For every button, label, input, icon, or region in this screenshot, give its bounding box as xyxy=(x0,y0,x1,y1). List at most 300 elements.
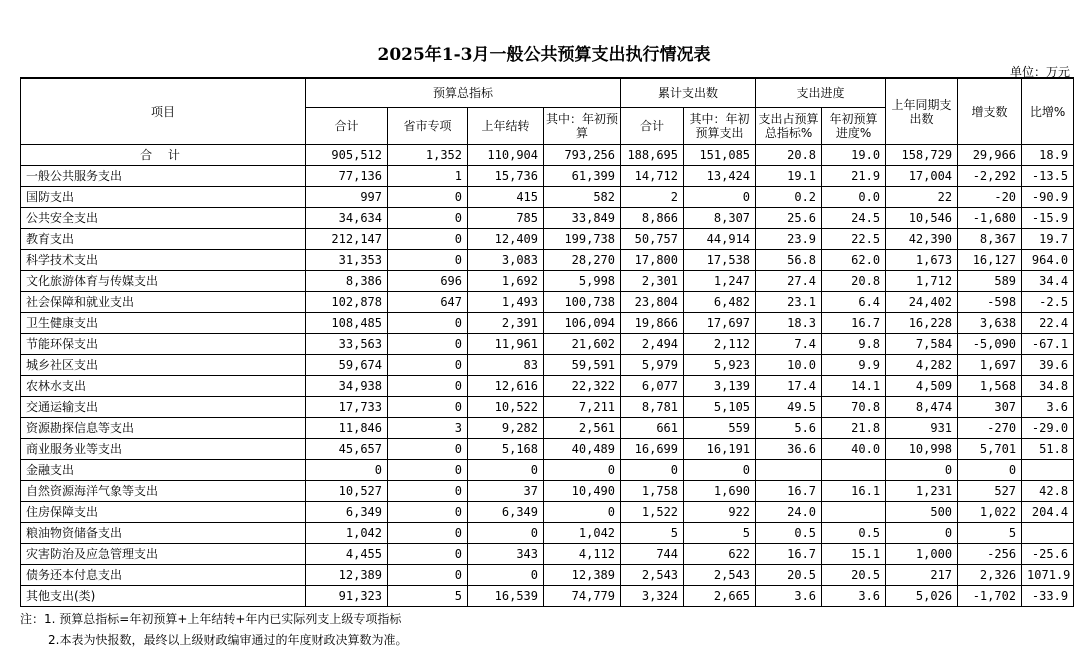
row-value: 16.7 xyxy=(756,481,822,502)
row-value: 0 xyxy=(388,502,468,523)
row-label: 农林水支出 xyxy=(21,376,306,397)
header-cumulative-total: 合计 xyxy=(621,108,684,145)
table-header xyxy=(21,78,1074,145)
row-value: 6,349 xyxy=(468,502,544,523)
row-value: 0 xyxy=(544,502,621,523)
row-value: -1,680 xyxy=(958,208,1022,229)
table-body xyxy=(21,145,1074,607)
row-value: 42,390 xyxy=(886,229,958,250)
row-value: 1,042 xyxy=(306,523,388,544)
row-value: 931 xyxy=(886,418,958,439)
row-value: 0 xyxy=(468,460,544,481)
row-label: 城乡社区支出 xyxy=(21,355,306,376)
row-value: 110,904 xyxy=(468,145,544,166)
row-value: 17,733 xyxy=(306,397,388,418)
row-value: 6.4 xyxy=(822,292,886,313)
header-increase: 增支数 xyxy=(958,78,1022,145)
table-row xyxy=(21,376,1074,397)
row-value: -67.1 xyxy=(1022,334,1074,355)
row-value: 16.1 xyxy=(822,481,886,502)
row-value: 10,527 xyxy=(306,481,388,502)
row-value: 20.8 xyxy=(756,145,822,166)
row-value: 34,634 xyxy=(306,208,388,229)
row-value: 15,736 xyxy=(468,166,544,187)
header-carryover: 上年结转 xyxy=(468,108,544,145)
row-value: 1,692 xyxy=(468,271,544,292)
row-value: 527 xyxy=(958,481,1022,502)
budget-table xyxy=(20,77,1074,607)
row-value: 16.7 xyxy=(756,544,822,565)
row-value: 29,966 xyxy=(958,145,1022,166)
row-label: 科学技术支出 xyxy=(21,250,306,271)
row-value: 0 xyxy=(388,334,468,355)
row-value: 997 xyxy=(306,187,388,208)
row-value: 647 xyxy=(388,292,468,313)
header-ratio: 比增% xyxy=(1022,78,1074,145)
row-value: 188,695 xyxy=(621,145,684,166)
table-row xyxy=(21,586,1074,607)
row-value: 5,979 xyxy=(621,355,684,376)
row-value: 1,042 xyxy=(544,523,621,544)
row-value: 3.6 xyxy=(756,586,822,607)
row-value: 1,568 xyxy=(958,376,1022,397)
row-value: 17,697 xyxy=(684,313,756,334)
header-cumulative-group: 累计支出数 xyxy=(621,78,756,108)
row-value: -256 xyxy=(958,544,1022,565)
row-value: 49.5 xyxy=(756,397,822,418)
row-value: 24,402 xyxy=(886,292,958,313)
row-value: 61,399 xyxy=(544,166,621,187)
row-value: 964.0 xyxy=(1022,250,1074,271)
row-value: 204.4 xyxy=(1022,502,1074,523)
unit-label: 单位：万元 xyxy=(1009,65,1070,79)
row-value: 106,094 xyxy=(544,313,621,334)
row-value: 21.9 xyxy=(822,166,886,187)
row-value: 19.7 xyxy=(1022,229,1074,250)
table-row xyxy=(21,292,1074,313)
row-value: 22.4 xyxy=(1022,313,1074,334)
row-value: 22 xyxy=(886,187,958,208)
table-row xyxy=(21,187,1074,208)
table-row xyxy=(21,271,1074,292)
row-label: 卫生健康支出 xyxy=(21,313,306,334)
row-value: 45,657 xyxy=(306,439,388,460)
row-label: 自然资源海洋气象等支出 xyxy=(21,481,306,502)
row-value: -2,292 xyxy=(958,166,1022,187)
row-value: 8,307 xyxy=(684,208,756,229)
row-value: 40,489 xyxy=(544,439,621,460)
row-value: 42.8 xyxy=(1022,481,1074,502)
row-value: 0.5 xyxy=(822,523,886,544)
row-value: 34.4 xyxy=(1022,271,1074,292)
row-value: 3.6 xyxy=(822,586,886,607)
row-value: 3,139 xyxy=(684,376,756,397)
row-value: 12,616 xyxy=(468,376,544,397)
row-value: 2,543 xyxy=(684,565,756,586)
row-value: -90.9 xyxy=(1022,187,1074,208)
header-pct-total: 支出占预算总指标% xyxy=(756,108,822,145)
row-value: 59,674 xyxy=(306,355,388,376)
footnotes xyxy=(20,609,407,651)
row-value: 4,455 xyxy=(306,544,388,565)
row-value: 17,800 xyxy=(621,250,684,271)
row-value: 39.6 xyxy=(1022,355,1074,376)
row-value xyxy=(1022,460,1074,481)
row-value: 0 xyxy=(388,376,468,397)
row-value: 7.4 xyxy=(756,334,822,355)
footnote-2: 2.本表为快报数，最终以上级财政编审通过的年度财政决算数为准。 xyxy=(48,633,408,647)
header-prev-year: 上年同期支出数 xyxy=(886,78,958,145)
row-value: 1,673 xyxy=(886,250,958,271)
row-value: -598 xyxy=(958,292,1022,313)
row-value: 24.5 xyxy=(822,208,886,229)
row-value: 8,474 xyxy=(886,397,958,418)
row-label: 交通运输支出 xyxy=(21,397,306,418)
row-label: 公共安全支出 xyxy=(21,208,306,229)
row-label: 债务还本付息支出 xyxy=(21,565,306,586)
row-value: 3,638 xyxy=(958,313,1022,334)
row-label: 商业服务业等支出 xyxy=(21,439,306,460)
row-value: 33,563 xyxy=(306,334,388,355)
row-value: 559 xyxy=(684,418,756,439)
header-province-special: 省市专项 xyxy=(388,108,468,145)
row-value: 7,211 xyxy=(544,397,621,418)
row-value xyxy=(822,502,886,523)
table-row xyxy=(21,250,1074,271)
row-value: 0 xyxy=(388,208,468,229)
row-value: 199,738 xyxy=(544,229,621,250)
table-row xyxy=(21,544,1074,565)
row-value: 8,386 xyxy=(306,271,388,292)
row-value: 6,077 xyxy=(621,376,684,397)
row-value: 0 xyxy=(621,460,684,481)
row-value: 12,389 xyxy=(306,565,388,586)
row-value: 1071.9 xyxy=(1022,565,1074,586)
row-value: 77,136 xyxy=(306,166,388,187)
row-value: 1,352 xyxy=(388,145,468,166)
row-value: 100,738 xyxy=(544,292,621,313)
row-value: 0 xyxy=(388,229,468,250)
row-value: 1,522 xyxy=(621,502,684,523)
row-value: 20.8 xyxy=(822,271,886,292)
row-value: 1 xyxy=(388,166,468,187)
row-value: 5 xyxy=(388,586,468,607)
row-value: 0 xyxy=(468,565,544,586)
row-value: 500 xyxy=(886,502,958,523)
row-value: 12,409 xyxy=(468,229,544,250)
row-value: 9.9 xyxy=(822,355,886,376)
table-row-total xyxy=(21,145,1074,166)
table-row xyxy=(21,565,1074,586)
row-value: 59,591 xyxy=(544,355,621,376)
header-budget-group: 预算总指标 xyxy=(306,78,621,108)
row-label: 粮油物资储备支出 xyxy=(21,523,306,544)
row-value: 25.6 xyxy=(756,208,822,229)
row-value: 2,665 xyxy=(684,586,756,607)
header-item: 项目 xyxy=(21,78,306,145)
row-value: 15.1 xyxy=(822,544,886,565)
row-value: 9,282 xyxy=(468,418,544,439)
row-value: -13.5 xyxy=(1022,166,1074,187)
row-value: 31,353 xyxy=(306,250,388,271)
row-value: 343 xyxy=(468,544,544,565)
row-value: 9.8 xyxy=(822,334,886,355)
row-value: 24.0 xyxy=(756,502,822,523)
row-value: -29.0 xyxy=(1022,418,1074,439)
row-value: 793,256 xyxy=(544,145,621,166)
row-value: 3.6 xyxy=(1022,397,1074,418)
row-value: 3,324 xyxy=(621,586,684,607)
row-value: 5 xyxy=(958,523,1022,544)
row-value: 622 xyxy=(684,544,756,565)
row-value: 744 xyxy=(621,544,684,565)
row-value: 1,758 xyxy=(621,481,684,502)
row-value: 18.9 xyxy=(1022,145,1074,166)
row-value: 37 xyxy=(468,481,544,502)
row-value: 0 xyxy=(468,523,544,544)
row-value: 2,326 xyxy=(958,565,1022,586)
row-label: 文化旅游体育与传媒支出 xyxy=(21,271,306,292)
row-value: 4,282 xyxy=(886,355,958,376)
row-value: 16.7 xyxy=(822,313,886,334)
row-label: 金融支出 xyxy=(21,460,306,481)
row-value: 50,757 xyxy=(621,229,684,250)
row-label: 社会保障和就业支出 xyxy=(21,292,306,313)
row-value: 0 xyxy=(958,460,1022,481)
row-value: 4,112 xyxy=(544,544,621,565)
row-value: 0 xyxy=(684,187,756,208)
row-value: 0 xyxy=(388,565,468,586)
row-value: 1,493 xyxy=(468,292,544,313)
row-value: 0 xyxy=(388,355,468,376)
row-label: 教育支出 xyxy=(21,229,306,250)
row-value: 51.8 xyxy=(1022,439,1074,460)
row-value: 74,779 xyxy=(544,586,621,607)
header-initial-budget: 其中：年初预算 xyxy=(544,108,621,145)
table-row xyxy=(21,397,1074,418)
table-row xyxy=(21,313,1074,334)
row-value: 1,231 xyxy=(886,481,958,502)
row-value: -33.9 xyxy=(1022,586,1074,607)
row-value: 2,543 xyxy=(621,565,684,586)
row-value: 20.5 xyxy=(822,565,886,586)
row-value xyxy=(756,460,822,481)
row-value: 11,846 xyxy=(306,418,388,439)
row-value: 0 xyxy=(306,460,388,481)
row-value: 0 xyxy=(388,481,468,502)
row-value: 1,712 xyxy=(886,271,958,292)
table-row xyxy=(21,460,1074,481)
row-value: 0 xyxy=(388,523,468,544)
row-value: 6,349 xyxy=(306,502,388,523)
row-value: 5 xyxy=(621,523,684,544)
row-value: 27.4 xyxy=(756,271,822,292)
row-value: 20.5 xyxy=(756,565,822,586)
row-value xyxy=(1022,523,1074,544)
row-value: 905,512 xyxy=(306,145,388,166)
row-value: 661 xyxy=(621,418,684,439)
row-value: 217 xyxy=(886,565,958,586)
row-value: 13,424 xyxy=(684,166,756,187)
row-value: 589 xyxy=(958,271,1022,292)
row-value: -270 xyxy=(958,418,1022,439)
row-label: 其他支出(类) xyxy=(21,586,306,607)
row-value: 0 xyxy=(388,439,468,460)
row-value: 0 xyxy=(388,313,468,334)
row-value: 2 xyxy=(621,187,684,208)
row-value: 1,697 xyxy=(958,355,1022,376)
row-value: 10,522 xyxy=(468,397,544,418)
row-label: 一般公共服务支出 xyxy=(21,166,306,187)
row-value: 5,923 xyxy=(684,355,756,376)
row-value: 415 xyxy=(468,187,544,208)
row-value: 44,914 xyxy=(684,229,756,250)
row-value: 14,712 xyxy=(621,166,684,187)
row-value: 23.1 xyxy=(756,292,822,313)
row-label: 国防支出 xyxy=(21,187,306,208)
row-value: 7,584 xyxy=(886,334,958,355)
row-value: 158,729 xyxy=(886,145,958,166)
row-value: 0.5 xyxy=(756,523,822,544)
table-row xyxy=(21,418,1074,439)
row-value: 1,022 xyxy=(958,502,1022,523)
row-value: 16,127 xyxy=(958,250,1022,271)
table-row xyxy=(21,502,1074,523)
row-value: 19.0 xyxy=(822,145,886,166)
row-value: 0 xyxy=(886,523,958,544)
row-value: 21,602 xyxy=(544,334,621,355)
row-value: 21.8 xyxy=(822,418,886,439)
row-value xyxy=(822,460,886,481)
row-value: 34.8 xyxy=(1022,376,1074,397)
page-title: 2025年1-3月一般公共预算支出执行情况表 xyxy=(377,45,711,65)
row-value: 151,085 xyxy=(684,145,756,166)
header-cumulative-initial: 其中：年初预算支出 xyxy=(684,108,756,145)
row-label: 住房保障支出 xyxy=(21,502,306,523)
row-value: 23.9 xyxy=(756,229,822,250)
row-value: 16,228 xyxy=(886,313,958,334)
row-value: -5,090 xyxy=(958,334,1022,355)
row-value: 28,270 xyxy=(544,250,621,271)
row-value: -2.5 xyxy=(1022,292,1074,313)
row-value: 582 xyxy=(544,187,621,208)
row-value: 33,849 xyxy=(544,208,621,229)
row-label: 资源勘探信息等支出 xyxy=(21,418,306,439)
row-value: 22.5 xyxy=(822,229,886,250)
table-row xyxy=(21,166,1074,187)
row-value: 19.1 xyxy=(756,166,822,187)
row-value: 0 xyxy=(886,460,958,481)
row-value: 2,391 xyxy=(468,313,544,334)
row-value: -25.6 xyxy=(1022,544,1074,565)
row-value: 1,690 xyxy=(684,481,756,502)
row-value: 17,004 xyxy=(886,166,958,187)
table-row xyxy=(21,355,1074,376)
row-value: 922 xyxy=(684,502,756,523)
row-value: 5,105 xyxy=(684,397,756,418)
row-value: 12,389 xyxy=(544,565,621,586)
row-value: 2,494 xyxy=(621,334,684,355)
row-value: 1,247 xyxy=(684,271,756,292)
row-value: 16,539 xyxy=(468,586,544,607)
row-label: 合 计 xyxy=(21,145,306,166)
header-budget-total: 合计 xyxy=(306,108,388,145)
table-row xyxy=(21,334,1074,355)
row-value: 40.0 xyxy=(822,439,886,460)
row-value: -1,702 xyxy=(958,586,1022,607)
footnote-1: 注：1. 预算总指标=年初预算+上年结转+年内已实际列支上级专项指标 xyxy=(20,612,402,626)
row-value: 5.6 xyxy=(756,418,822,439)
row-value: 0 xyxy=(684,460,756,481)
row-value: 10.0 xyxy=(756,355,822,376)
row-value: 10,998 xyxy=(886,439,958,460)
row-value: 62.0 xyxy=(822,250,886,271)
row-value: 5,026 xyxy=(886,586,958,607)
table-row xyxy=(21,439,1074,460)
header-pct-initial: 年初预算进度% xyxy=(822,108,886,145)
row-value: 2,112 xyxy=(684,334,756,355)
table-row xyxy=(21,229,1074,250)
row-value: 0 xyxy=(388,187,468,208)
row-value: 307 xyxy=(958,397,1022,418)
row-value: 5 xyxy=(684,523,756,544)
row-value: -15.9 xyxy=(1022,208,1074,229)
row-value: 5,998 xyxy=(544,271,621,292)
row-value: 16,191 xyxy=(684,439,756,460)
row-value: 8,866 xyxy=(621,208,684,229)
row-value: 4,509 xyxy=(886,376,958,397)
row-label: 节能环保支出 xyxy=(21,334,306,355)
row-value: 0.2 xyxy=(756,187,822,208)
row-value: 91,323 xyxy=(306,586,388,607)
row-value: 2,301 xyxy=(621,271,684,292)
row-value: 14.1 xyxy=(822,376,886,397)
row-value: 6,482 xyxy=(684,292,756,313)
row-value: 108,485 xyxy=(306,313,388,334)
table-row xyxy=(21,523,1074,544)
table-row xyxy=(21,481,1074,502)
row-value: 22,322 xyxy=(544,376,621,397)
row-value: 36.6 xyxy=(756,439,822,460)
row-value: 102,878 xyxy=(306,292,388,313)
row-value: 8,367 xyxy=(958,229,1022,250)
row-value: 3 xyxy=(388,418,468,439)
row-value: 785 xyxy=(468,208,544,229)
row-value: -20 xyxy=(958,187,1022,208)
row-label: 灾害防治及应急管理支出 xyxy=(21,544,306,565)
row-value: 19,866 xyxy=(621,313,684,334)
row-value: 23,804 xyxy=(621,292,684,313)
row-value: 5,701 xyxy=(958,439,1022,460)
row-value: 0.0 xyxy=(822,187,886,208)
row-value: 5,168 xyxy=(468,439,544,460)
row-value: 17,538 xyxy=(684,250,756,271)
row-value: 17.4 xyxy=(756,376,822,397)
row-value: 11,961 xyxy=(468,334,544,355)
row-value: 0 xyxy=(388,544,468,565)
row-value: 83 xyxy=(468,355,544,376)
row-value: 0 xyxy=(544,460,621,481)
row-value: 34,938 xyxy=(306,376,388,397)
row-value: 16,699 xyxy=(621,439,684,460)
row-value: 0 xyxy=(388,250,468,271)
table-row xyxy=(21,208,1074,229)
row-value: 1,000 xyxy=(886,544,958,565)
row-value: 56.8 xyxy=(756,250,822,271)
row-value: 18.3 xyxy=(756,313,822,334)
header-progress-group: 支出进度 xyxy=(756,78,886,108)
row-value: 2,561 xyxy=(544,418,621,439)
